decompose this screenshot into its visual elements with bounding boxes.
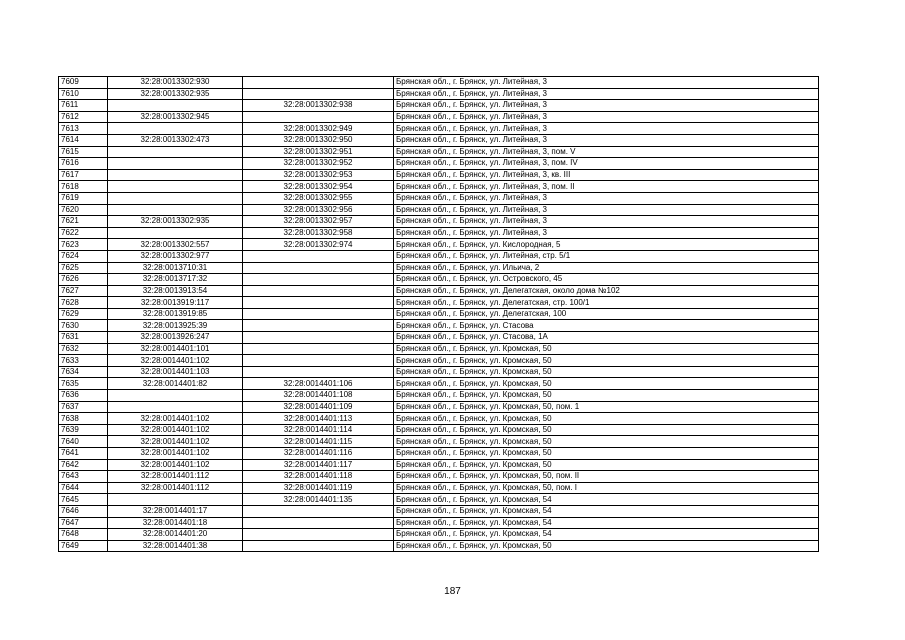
table-row: [59, 227, 819, 239]
related-cadastral-number-cell: 32:28:0013302:957: [243, 216, 394, 228]
table-row: [59, 308, 819, 320]
table-row: [59, 517, 819, 529]
row-number-cell: 7631: [59, 332, 108, 344]
address-cell: Брянская обл., г. Брянск, ул. Кромская, 50: [394, 366, 819, 378]
address-cell: Брянская обл., г. Брянск, ул. Кромская, 50: [394, 390, 819, 402]
row-number-cell: 7641: [59, 448, 108, 460]
table-row: [59, 134, 819, 146]
address-cell: Брянская обл., г. Брянск, ул. Литейная, 3, пом. II: [394, 181, 819, 193]
address-cell: Брянская обл., г. Брянск, ул. Литейная, 3: [394, 134, 819, 146]
related-cadastral-number-cell: 32:28:0013302:951: [243, 146, 394, 158]
table-row: [59, 505, 819, 517]
address-cell: Брянская обл., г. Брянск, ул. Кислородная, 5: [394, 239, 819, 251]
related-cadastral-number-cell: 32:28:0013302:949: [243, 123, 394, 135]
related-cadastral-number-cell: [243, 332, 394, 344]
related-cadastral-number-cell: 32:28:0013302:950: [243, 134, 394, 146]
cadastral-number-cell: 32:28:0013302:473: [108, 134, 243, 146]
related-cadastral-number-cell: [243, 366, 394, 378]
related-cadastral-number-cell: 32:28:0014401:106: [243, 378, 394, 390]
cadastral-number-cell: [108, 158, 243, 170]
row-number-cell: 7636: [59, 390, 108, 402]
table-row: [59, 378, 819, 390]
table-row: [59, 320, 819, 332]
address-cell: Брянская обл., г. Брянск, ул. Литейная, 3: [394, 204, 819, 216]
related-cadastral-number-cell: 32:28:0013302:938: [243, 100, 394, 112]
row-number-cell: 7644: [59, 482, 108, 494]
related-cadastral-number-cell: [243, 297, 394, 309]
row-number-cell: 7626: [59, 274, 108, 286]
cadastral-number-cell: [108, 192, 243, 204]
table-row: [59, 216, 819, 228]
address-cell: Брянская обл., г. Брянск, ул. Кромская, 50: [394, 436, 819, 448]
address-cell: Брянская обл., г. Брянск, ул. Кромская, 50: [394, 448, 819, 460]
cadastral-number-cell: 32:28:0014401:112: [108, 482, 243, 494]
address-cell: Брянская обл., г. Брянск, ул. Литейная, 3: [394, 100, 819, 112]
table-row: [59, 332, 819, 344]
row-number-cell: 7645: [59, 494, 108, 506]
cadastral-number-cell: [108, 146, 243, 158]
address-cell: Брянская обл., г. Брянск, ул. Кромская, 54: [394, 529, 819, 541]
table-row: [59, 540, 819, 552]
cadastral-number-cell: [108, 227, 243, 239]
related-cadastral-number-cell: [243, 529, 394, 541]
related-cadastral-number-cell: 32:28:0013302:956: [243, 204, 394, 216]
table-row: [59, 285, 819, 297]
related-cadastral-number-cell: 32:28:0014401:114: [243, 424, 394, 436]
address-cell: Брянская обл., г. Брянск, ул. Делегатская, около дома №102: [394, 285, 819, 297]
related-cadastral-number-cell: 32:28:0014401:108: [243, 390, 394, 402]
table-row: [59, 343, 819, 355]
cadastral-number-cell: 32:28:0014401:82: [108, 378, 243, 390]
registry-table: [58, 76, 819, 552]
row-number-cell: 7635: [59, 378, 108, 390]
cadastral-number-cell: 32:28:0013302:935: [108, 88, 243, 100]
cadastral-number-cell: 32:28:0013710:31: [108, 262, 243, 274]
table-row: [59, 471, 819, 483]
address-cell: Брянская обл., г. Брянск, ул. Делегатская, стр. 100/1: [394, 297, 819, 309]
cadastral-number-cell: 32:28:0014401:102: [108, 448, 243, 460]
cadastral-number-cell: 32:28:0013302:557: [108, 239, 243, 251]
related-cadastral-number-cell: [243, 517, 394, 529]
related-cadastral-number-cell: 32:28:0014401:119: [243, 482, 394, 494]
address-cell: Брянская обл., г. Брянск, ул. Литейная, 3, пом. V: [394, 146, 819, 158]
table-row: [59, 239, 819, 251]
address-cell: Брянская обл., г. Брянск, ул. Литейная, 3: [394, 111, 819, 123]
row-number-cell: 7648: [59, 529, 108, 541]
row-number-cell: 7629: [59, 308, 108, 320]
cadastral-number-cell: [108, 401, 243, 413]
cadastral-number-cell: 32:28:0014401:103: [108, 366, 243, 378]
page-number: 187: [444, 586, 461, 597]
related-cadastral-number-cell: 32:28:0013302:952: [243, 158, 394, 170]
cadastral-number-cell: 32:28:0013919:117: [108, 297, 243, 309]
address-cell: Брянская обл., г. Брянск, ул. Кромская, 54: [394, 494, 819, 506]
row-number-cell: 7623: [59, 239, 108, 251]
row-number-cell: 7624: [59, 250, 108, 262]
table-row: [59, 459, 819, 471]
cadastral-number-cell: 32:28:0013302:977: [108, 250, 243, 262]
row-number-cell: 7625: [59, 262, 108, 274]
cadastral-number-cell: 32:28:0013919:85: [108, 308, 243, 320]
related-cadastral-number-cell: 32:28:0014401:113: [243, 413, 394, 425]
related-cadastral-number-cell: 32:28:0013302:974: [243, 239, 394, 251]
table-row: [59, 529, 819, 541]
cadastral-number-cell: 32:28:0014401:38: [108, 540, 243, 552]
row-number-cell: 7622: [59, 227, 108, 239]
row-number-cell: 7619: [59, 192, 108, 204]
address-cell: Брянская обл., г. Брянск, ул. Кромская, 50: [394, 540, 819, 552]
row-number-cell: 7639: [59, 424, 108, 436]
related-cadastral-number-cell: [243, 274, 394, 286]
cadastral-number-cell: 32:28:0013926:247: [108, 332, 243, 344]
related-cadastral-number-cell: 32:28:0013302:955: [243, 192, 394, 204]
address-cell: Брянская обл., г. Брянск, ул. Кромская, 50: [394, 355, 819, 367]
table-row: [59, 494, 819, 506]
table-row: [59, 111, 819, 123]
cadastral-number-cell: 32:28:0014401:20: [108, 529, 243, 541]
cadastral-number-cell: 32:28:0014401:102: [108, 413, 243, 425]
cadastral-number-cell: [108, 181, 243, 193]
address-cell: Брянская обл., г. Брянск, ул. Литейная, стр. 5/1: [394, 250, 819, 262]
related-cadastral-number-cell: 32:28:0014401:115: [243, 436, 394, 448]
related-cadastral-number-cell: [243, 262, 394, 274]
table-row: [59, 274, 819, 286]
address-cell: Брянская обл., г. Брянск, ул. Стасова: [394, 320, 819, 332]
table-row: [59, 424, 819, 436]
address-cell: Брянская обл., г. Брянск, ул. Кромская, 50: [394, 413, 819, 425]
related-cadastral-number-cell: [243, 505, 394, 517]
address-cell: Брянская обл., г. Брянск, ул. Литейная, 3: [394, 77, 819, 89]
row-number-cell: 7642: [59, 459, 108, 471]
table-row: [59, 192, 819, 204]
table-row: [59, 401, 819, 413]
cadastral-number-cell: 32:28:0013913:54: [108, 285, 243, 297]
address-cell: Брянская обл., г. Брянск, ул. Ильича, 2: [394, 262, 819, 274]
row-number-cell: 7609: [59, 77, 108, 89]
table-row: [59, 169, 819, 181]
address-cell: Брянская обл., г. Брянск, ул. Кромская, 50: [394, 459, 819, 471]
row-number-cell: 7620: [59, 204, 108, 216]
address-cell: Брянская обл., г. Брянск, ул. Литейная, 3, кв. III: [394, 169, 819, 181]
address-cell: Брянская обл., г. Брянск, ул. Островского, 45: [394, 274, 819, 286]
cadastral-number-cell: [108, 100, 243, 112]
address-cell: Брянская обл., г. Брянск, ул. Литейная, 3: [394, 88, 819, 100]
address-cell: Брянская обл., г. Брянск, ул. Литейная, 3, пом. IV: [394, 158, 819, 170]
cadastral-number-cell: 32:28:0014401:112: [108, 471, 243, 483]
related-cadastral-number-cell: 32:28:0014401:116: [243, 448, 394, 460]
address-cell: Брянская обл., г. Брянск, ул. Кромская, 50, пом. II: [394, 471, 819, 483]
row-number-cell: 7646: [59, 505, 108, 517]
row-number-cell: 7615: [59, 146, 108, 158]
address-cell: Брянская обл., г. Брянск, ул. Стасова, 1А: [394, 332, 819, 344]
cadastral-number-cell: 32:28:0014401:18: [108, 517, 243, 529]
row-number-cell: 7613: [59, 123, 108, 135]
row-number-cell: 7621: [59, 216, 108, 228]
related-cadastral-number-cell: [243, 77, 394, 89]
row-number-cell: 7632: [59, 343, 108, 355]
row-number-cell: 7634: [59, 366, 108, 378]
row-number-cell: 7647: [59, 517, 108, 529]
table-row: [59, 413, 819, 425]
address-cell: Брянская обл., г. Брянск, ул. Кромская, 50, пом. I: [394, 482, 819, 494]
table-row: [59, 146, 819, 158]
address-cell: Брянская обл., г. Брянск, ул. Кромская, 54: [394, 517, 819, 529]
cadastral-number-cell: 32:28:0014401:101: [108, 343, 243, 355]
row-number-cell: 7630: [59, 320, 108, 332]
cadastral-number-cell: 32:28:0013302:935: [108, 216, 243, 228]
address-cell: Брянская обл., г. Брянск, ул. Кромская, 50: [394, 343, 819, 355]
related-cadastral-number-cell: [243, 343, 394, 355]
address-cell: Брянская обл., г. Брянск, ул. Делегатская, 100: [394, 308, 819, 320]
row-number-cell: 7612: [59, 111, 108, 123]
address-cell: Брянская обл., г. Брянск, ул. Литейная, 3: [394, 216, 819, 228]
table-row: [59, 204, 819, 216]
cadastral-number-cell: 32:28:0014401:102: [108, 355, 243, 367]
row-number-cell: 7643: [59, 471, 108, 483]
row-number-cell: 7614: [59, 134, 108, 146]
cadastral-number-cell: [108, 390, 243, 402]
address-cell: Брянская обл., г. Брянск, ул. Кромская, 50, пом. 1: [394, 401, 819, 413]
table-row: [59, 88, 819, 100]
table-row: [59, 262, 819, 274]
table-row: [59, 448, 819, 460]
table-row: [59, 100, 819, 112]
related-cadastral-number-cell: [243, 285, 394, 297]
related-cadastral-number-cell: [243, 320, 394, 332]
row-number-cell: 7640: [59, 436, 108, 448]
table-row: [59, 390, 819, 402]
row-number-cell: 7610: [59, 88, 108, 100]
row-number-cell: 7649: [59, 540, 108, 552]
table-row: [59, 181, 819, 193]
row-number-cell: 7637: [59, 401, 108, 413]
address-cell: Брянская обл., г. Брянск, ул. Кромская, 54: [394, 505, 819, 517]
row-number-cell: 7628: [59, 297, 108, 309]
row-number-cell: 7618: [59, 181, 108, 193]
cadastral-number-cell: [108, 123, 243, 135]
table-row: [59, 158, 819, 170]
address-cell: Брянская обл., г. Брянск, ул. Литейная, 3: [394, 227, 819, 239]
related-cadastral-number-cell: 32:28:0014401:118: [243, 471, 394, 483]
related-cadastral-number-cell: [243, 540, 394, 552]
row-number-cell: 7627: [59, 285, 108, 297]
table-row: [59, 297, 819, 309]
related-cadastral-number-cell: [243, 355, 394, 367]
row-number-cell: 7611: [59, 100, 108, 112]
table-row: [59, 436, 819, 448]
cadastral-number-cell: 32:28:0014401:102: [108, 459, 243, 471]
address-cell: Брянская обл., г. Брянск, ул. Литейная, 3: [394, 192, 819, 204]
related-cadastral-number-cell: 32:28:0013302:958: [243, 227, 394, 239]
related-cadastral-number-cell: [243, 250, 394, 262]
address-cell: Брянская обл., г. Брянск, ул. Кромская, 50: [394, 424, 819, 436]
table-row: [59, 250, 819, 262]
related-cadastral-number-cell: [243, 88, 394, 100]
cadastral-number-cell: 32:28:0014401:102: [108, 436, 243, 448]
row-number-cell: 7616: [59, 158, 108, 170]
related-cadastral-number-cell: 32:28:0014401:135: [243, 494, 394, 506]
related-cadastral-number-cell: 32:28:0013302:953: [243, 169, 394, 181]
cadastral-number-cell: 32:28:0013925:39: [108, 320, 243, 332]
cadastral-number-cell: 32:28:0014401:102: [108, 424, 243, 436]
address-cell: Брянская обл., г. Брянск, ул. Литейная, 3: [394, 123, 819, 135]
row-number-cell: 7633: [59, 355, 108, 367]
cadastral-number-cell: 32:28:0013717:32: [108, 274, 243, 286]
table-row: [59, 123, 819, 135]
row-number-cell: 7617: [59, 169, 108, 181]
table-row: [59, 77, 819, 89]
related-cadastral-number-cell: 32:28:0013302:954: [243, 181, 394, 193]
cadastral-number-cell: 32:28:0013302:945: [108, 111, 243, 123]
cadastral-number-cell: [108, 169, 243, 181]
address-cell: Брянская обл., г. Брянск, ул. Кромская, 50: [394, 378, 819, 390]
cadastral-number-cell: [108, 204, 243, 216]
related-cadastral-number-cell: [243, 111, 394, 123]
cadastral-number-cell: [108, 494, 243, 506]
related-cadastral-number-cell: 32:28:0014401:109: [243, 401, 394, 413]
row-number-cell: 7638: [59, 413, 108, 425]
cadastral-number-cell: 32:28:0013302:930: [108, 77, 243, 89]
related-cadastral-number-cell: 32:28:0014401:117: [243, 459, 394, 471]
registry-table-body: [59, 77, 819, 552]
table-row: [59, 355, 819, 367]
table-row: [59, 366, 819, 378]
cadastral-number-cell: 32:28:0014401:17: [108, 505, 243, 517]
related-cadastral-number-cell: [243, 308, 394, 320]
table-row: [59, 482, 819, 494]
